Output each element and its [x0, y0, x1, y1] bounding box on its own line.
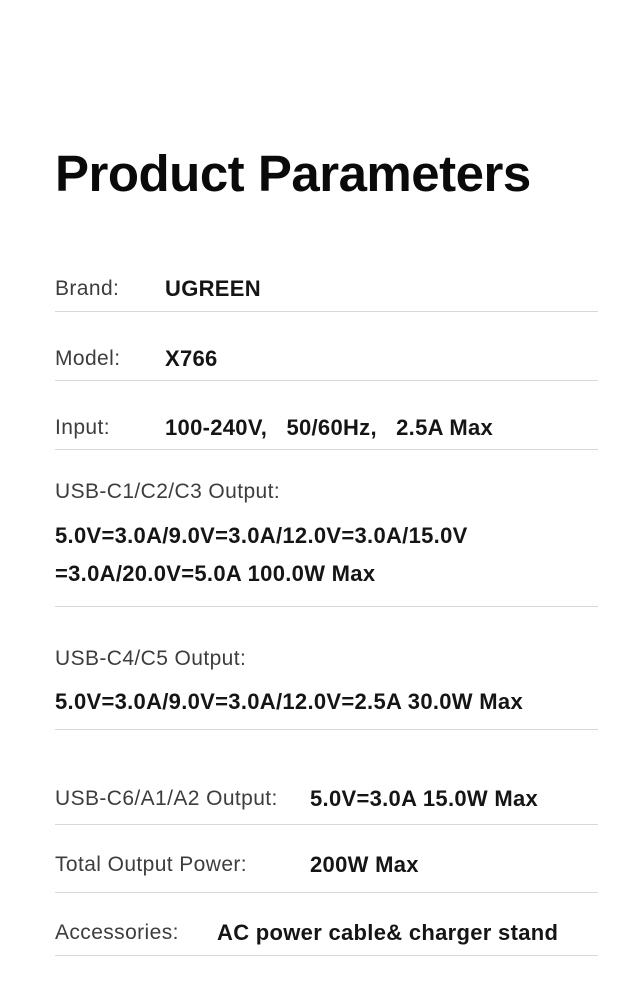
- usbc1-c2-c3-output-value-line1: 5.0V=3.0A/9.0V=3.0A/12.0V=3.0A/15.0V: [55, 523, 468, 548]
- spec-row-total-output-power: [55, 825, 598, 893]
- input-label: Input:: [55, 416, 110, 439]
- usbc4-c5-output-label: USB-C4/C5 Output:: [55, 647, 247, 670]
- accessories-label: Accessories:: [55, 921, 179, 944]
- spec-row-model: [55, 312, 598, 381]
- brand-label: Brand:: [55, 277, 120, 300]
- accessories-value: AC power cable& charger stand: [217, 920, 559, 945]
- usbc4-c5-output-value: 5.0V=3.0A/9.0V=3.0A/12.0V=2.5A 30.0W Max: [55, 689, 523, 714]
- spec-section-usbc1-c2-c3-output: [55, 450, 598, 607]
- model-label: Model:: [55, 347, 121, 370]
- brand-value: UGREEN: [165, 276, 261, 301]
- page-title: Product Parameters: [55, 145, 531, 202]
- spec-row-usbc6-a1-a2-output: [55, 730, 598, 825]
- usbc6-a1-a2-output-label: USB-C6/A1/A2 Output:: [55, 787, 278, 810]
- product-parameters-page: [0, 145, 638, 1000]
- usbc1-c2-c3-output-label: USB-C1/C2/C3 Output:: [55, 480, 281, 503]
- usbc6-a1-a2-output-value: 5.0V=3.0A 15.0W Max: [310, 786, 539, 811]
- total-output-power-label: Total Output Power:: [55, 853, 248, 876]
- spec-row-input: [55, 381, 598, 450]
- usbc1-c2-c3-output-value-line2: =3.0A/20.0V=5.0A 100.0W Max: [55, 561, 376, 586]
- total-output-power-value: 200W Max: [310, 852, 419, 877]
- input-value: 100-240V, 50/60Hz, 2.5A Max: [165, 415, 494, 440]
- spec-row-accessories: [55, 893, 598, 956]
- spec-section-usbc4-c5-output: [55, 607, 598, 730]
- spec-row-brand: [55, 203, 598, 312]
- model-value: X766: [165, 346, 218, 371]
